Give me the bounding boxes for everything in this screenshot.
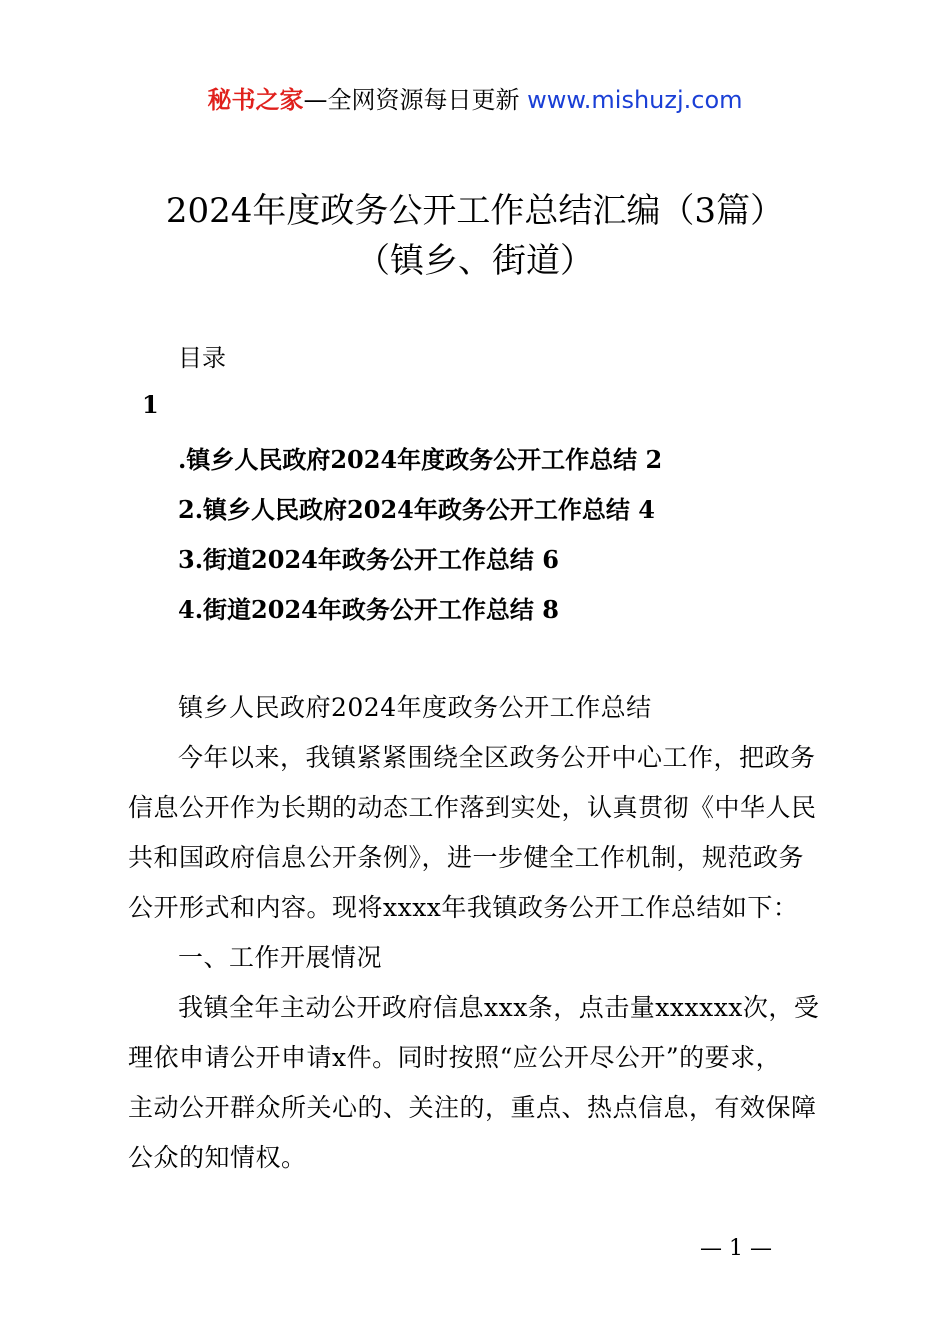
site-brand: 秘书之家: [207, 86, 304, 114]
body-line: 今年以来，我镇紧紧围绕全区政务公开中心工作，把政务: [178, 743, 816, 772]
body-line: 共和国政府信息公开条例》，进一步健全工作机制，规范政务: [128, 843, 805, 872]
body-line: 信息公开作为长期的动态工作落到实处，认真贯彻《中华人民: [128, 793, 817, 822]
toc-item[interactable]: 4.街道2024年政务公开工作总结 8: [178, 595, 559, 624]
toc-first-number: 1: [142, 390, 159, 419]
body-line: 公众的知情权。: [128, 1143, 307, 1172]
toc-item[interactable]: 3.街道2024年政务公开工作总结 6: [178, 545, 559, 574]
site-header: [0, 80, 950, 115]
toc-heading: 目录: [178, 344, 226, 372]
body-line: 主动公开群众所关心的、关注的，重点、热点信息，有效保障: [128, 1093, 817, 1122]
document-subtitle: （镇乡、街道）: [356, 241, 594, 281]
page-number: — 1 —: [700, 1236, 772, 1261]
toc-item[interactable]: 2.镇乡人民政府2024年政务公开工作总结 4: [178, 495, 655, 524]
body-line: 理依申请公开申请x件。同时按照“应公开尽公开”的要求，: [128, 1043, 782, 1072]
document-title: 2024年度政务公开工作总结汇编（3篇）: [165, 191, 785, 231]
body-line: 公开形式和内容。现将xxxx年我镇政务公开工作总结如下：: [128, 893, 799, 922]
section-title: 镇乡人民政府2024年度政务公开工作总结: [178, 693, 652, 722]
site-url-link[interactable]: www.mishuzj.com: [527, 86, 743, 114]
body-line: 我镇全年主动公开政府信息xxx条，点击量xxxxxx次，受: [178, 993, 820, 1022]
subsection-heading: 一、工作开展情况: [178, 943, 383, 972]
toc-item[interactable]: .镇乡人民政府2024年度政务公开工作总结 2: [178, 445, 663, 474]
site-slogan: —全网资源每日更新: [303, 86, 520, 114]
